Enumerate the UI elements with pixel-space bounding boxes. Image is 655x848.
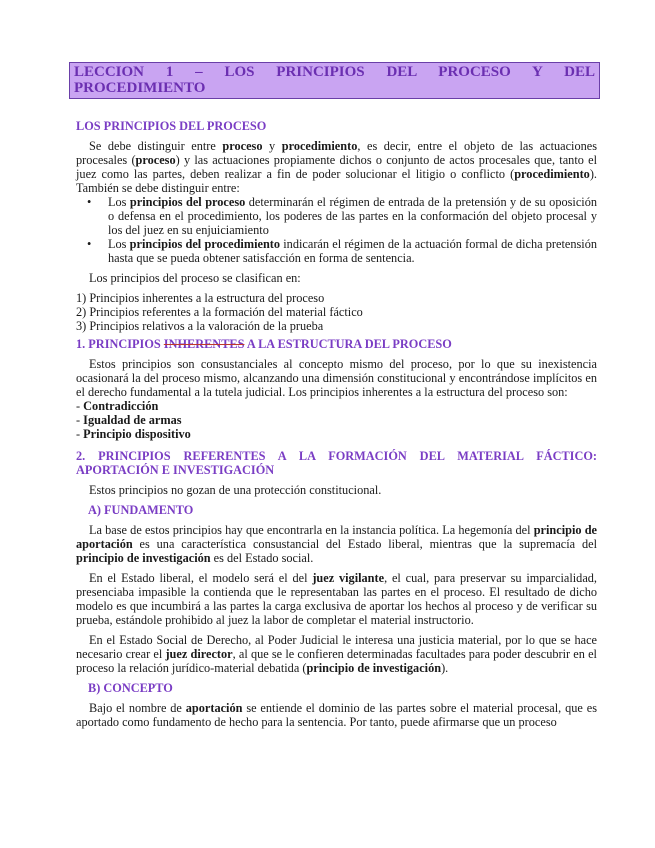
- material-intro: Estos principios no gozan de una protección constitucional.: [89, 483, 382, 497]
- concepto-paragraph: Bajo el nombre de aportación se entiende el dominio de las partes sobre el material procesal, que es aportado como fundamento de hecho para la sentencia. Por tanto, puede afirmarse que un proceso: [76, 701, 597, 729]
- section-heading-inherentes: 1. PRINCIPIOS INHERENTES A LA ESTRUCTURA DEL PROCESO: [76, 337, 452, 351]
- inherentes-paragraph: Estos principios son consustanciales al concepto mismo del proceso, por lo que su inexistencia ocasionará la del proceso mismo, alcanzando una dimensión constitucional y encontrándose implícitos en el derecho fundamental a la tutela judicial. Los principios inherentes a la estructura del proceso son:: [76, 357, 597, 399]
- fundamento-paragraph-3: En el Estado Social de Derecho, al Poder Judicial le interesa una justicia material, por lo que se hace necesario crear el juez director, al que se le confieren determinadas facultades para poder descubrir en el proceso la relación jurídico-material debatida (principio de investigación).: [76, 633, 597, 675]
- classification-item: 2) Principios referentes a la formación del material fáctico: [76, 305, 363, 319]
- subheading-fundamento: A) FUNDAMENTO: [88, 503, 194, 517]
- inherentes-list: [76, 399, 597, 441]
- inherentes-item: - Contradicción: [76, 399, 159, 413]
- classification-intro: Los principios del proceso se clasifican en:: [89, 271, 301, 285]
- principles-bullet-list: [76, 195, 597, 265]
- document-page: [76, 62, 597, 729]
- classification-item: 3) Principios relativos a la valoración de la prueba: [76, 319, 324, 333]
- bullet-principios-proceso: • Los principios del proceso determinarán el régimen de entrada de la pretensión y de su oposición o defensa en el procedimiento, los poderes de las partes en la conformación del objeto procesal y los del juez en su enjuiciamiento: [76, 195, 597, 237]
- intro-paragraph: Se debe distinguir entre proceso y procedimiento, es decir, entre el objeto de las actuaciones procesales (proceso) y las actuaciones propiamente dichos o conjunto de actos procesales que, tanto el juez como las partes, deben realizar a fin de poder solucionar el litigio o conflicto (procedimiento). También se debe distinguir entre:: [76, 139, 598, 195]
- section-heading-principios-proceso: LOS PRINCIPIOS DEL PROCESO: [76, 119, 267, 133]
- lesson-title-line1: LECCION 1 – LOS PRINCIPIOS DEL PROCESO Y DEL: [74, 64, 595, 80]
- bullet-principios-procedimiento: • Los principios del procedimiento indicarán el régimen de la actuación formal de dicha pretensión hasta que se pueda obtener satisfacción en forma de sentencia.: [76, 237, 597, 265]
- lesson-title: [69, 62, 600, 99]
- inherentes-item: - Igualdad de armas: [76, 413, 182, 427]
- fundamento-paragraph-1: La base de estos principios hay que encontrarla en la instancia política. La hegemonía del principio de aportación es una característica consustancial del Estado liberal, mientras que la supremacía del principio de investigación es del Estado social.: [76, 523, 597, 565]
- inherentes-item: - Principio dispositivo: [76, 427, 191, 441]
- classification-list: [76, 291, 597, 333]
- section-heading-material-factico: 2. PRINCIPIOS REFERENTES A LA FORMACIÓN DEL MATERIAL FÁCTICO: APORTACIÓN E INVESTIGACIÓN: [76, 449, 597, 477]
- fundamento-paragraph-2: En el Estado liberal, el modelo será el del juez vigilante, el cual, para preservar su imparcialidad, presenciaba impasible la contienda que le representaban las partes en el proceso. El resultado de dicho modelo es que incumbirá a las partes la carga exclusiva de aportar los hechos al proceso y de verificar su prueba, estándole prohibido al juez la labor de completar el material instructorio.: [76, 571, 598, 627]
- lesson-title-line2: PROCEDIMIENTO: [74, 80, 206, 96]
- classification-item: 1) Principios inherentes a la estructura del proceso: [76, 291, 325, 305]
- subheading-concepto: B) CONCEPTO: [88, 681, 173, 695]
